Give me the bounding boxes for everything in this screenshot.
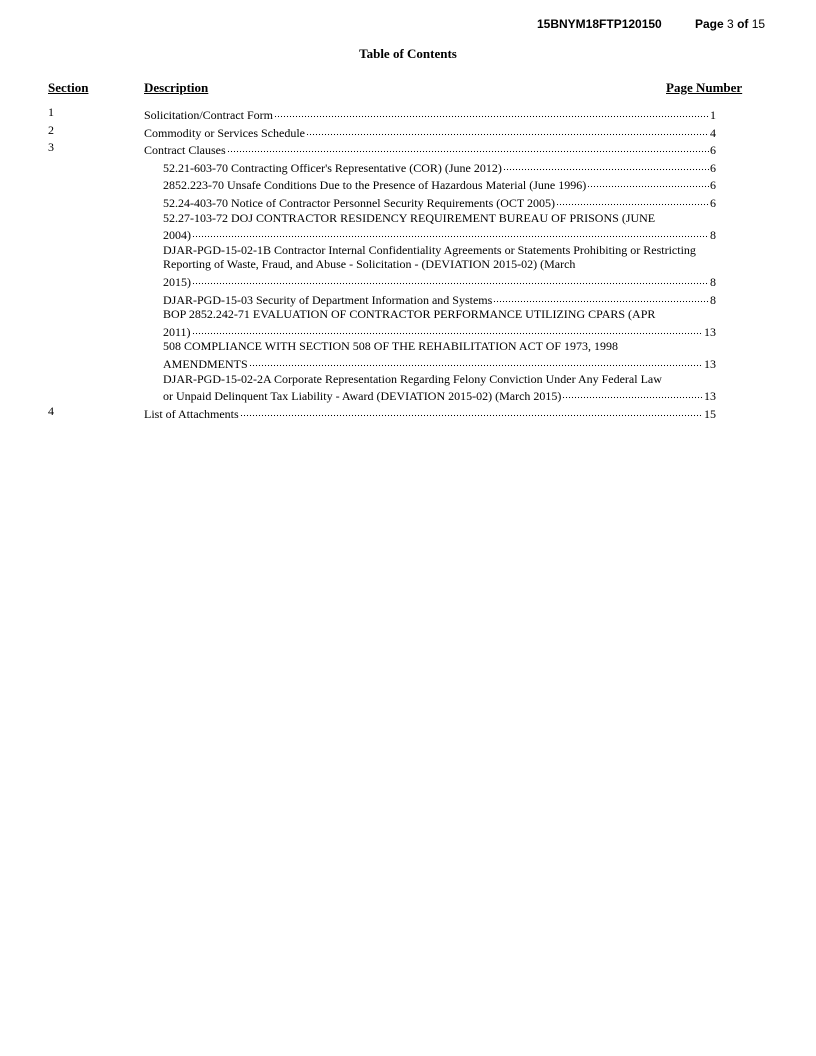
entry-page-number: 13 bbox=[704, 324, 716, 339]
entry-description bbox=[163, 372, 716, 404]
toc-entry[interactable] bbox=[0, 339, 816, 371]
entry-description bbox=[163, 193, 716, 211]
section-number: 4 bbox=[48, 403, 54, 418]
entry-description bbox=[163, 307, 716, 339]
dot-leader bbox=[556, 193, 709, 207]
dot-leader bbox=[192, 322, 703, 336]
section-number: 3 bbox=[48, 140, 54, 155]
dot-leader bbox=[306, 123, 709, 137]
entry-title: Solicitation/Contract Form bbox=[144, 108, 273, 122]
entry-title: 2011) bbox=[163, 324, 191, 339]
entry-line bbox=[163, 272, 716, 290]
current-page: 3 bbox=[727, 17, 734, 31]
section-number: 1 bbox=[48, 105, 54, 119]
entry-line bbox=[144, 140, 716, 158]
entry-description bbox=[163, 339, 716, 371]
entry-line bbox=[163, 354, 716, 372]
entry-description bbox=[163, 158, 716, 176]
entry-line bbox=[163, 175, 716, 193]
total-pages: 15 bbox=[751, 17, 766, 31]
entry-page-number: 8 bbox=[710, 292, 716, 307]
page-title: Table of Contents bbox=[359, 46, 457, 61]
entry-title: 52.24-403-70 Notice of Contractor Personnel Security Requirements (OCT 2005) bbox=[163, 195, 556, 210]
entry-text: 52.27-103-72 DOJ CONTRACTOR RESIDENCY REQUIREMENT BUREAU OF PRISONS (JUNE bbox=[163, 210, 656, 225]
entry-description bbox=[144, 123, 716, 141]
entry-title: Contract Clauses bbox=[144, 143, 226, 158]
entry-page-number: 15 bbox=[704, 406, 716, 421]
entry-title: or Unpaid Delinquent Tax Liability - Award (DEVIATION 2015-02) (March 2015) bbox=[163, 389, 562, 404]
entry-title: Commodity or Services Schedule bbox=[144, 125, 305, 140]
toc-entry[interactable] bbox=[0, 140, 816, 158]
dot-leader bbox=[562, 386, 703, 400]
entry-line bbox=[163, 193, 716, 211]
entry-description bbox=[163, 175, 716, 193]
entry-page-number: 6 bbox=[710, 143, 716, 158]
dot-leader bbox=[249, 354, 703, 368]
entry-page-number: 6 bbox=[710, 178, 716, 193]
toc-entry[interactable] bbox=[0, 243, 816, 290]
entry-description bbox=[163, 290, 716, 308]
entry-title: AMENDMENTS bbox=[163, 356, 248, 371]
dot-leader bbox=[274, 105, 709, 119]
document-number: 15BNYM18FTP120150 bbox=[537, 17, 662, 31]
toc-entry[interactable] bbox=[0, 158, 816, 176]
entry-text: DJAR-PGD-15-02-2A Corporate Representation Regarding Felony Conviction Under Any Federal Law bbox=[163, 371, 662, 386]
entry-text: DJAR-PGD-15-02-1B Contractor Internal Confidentiality Agreements or Statements Prohibiting or Restricting Reporting of Waste, Fraud, and Abuse - Solicitation - (DEVIATION 2015-02) (March bbox=[163, 242, 696, 272]
dot-leader bbox=[192, 225, 709, 239]
entry-line bbox=[163, 225, 716, 243]
entry-title: List of Attachments bbox=[144, 406, 239, 421]
toc-entry[interactable] bbox=[0, 290, 816, 308]
toc-entry[interactable] bbox=[0, 193, 816, 211]
entry-description bbox=[144, 105, 716, 123]
entry-description bbox=[163, 243, 716, 290]
toc-entry[interactable] bbox=[0, 105, 816, 123]
entry-description bbox=[144, 140, 716, 158]
entry-title: 2004) bbox=[163, 228, 191, 243]
column-header-section: Section bbox=[48, 80, 89, 95]
page-indicator: Page 3 of 15 bbox=[695, 17, 766, 31]
entry-title: 2015) bbox=[163, 274, 191, 289]
entry-text: 508 COMPLIANCE WITH SECTION 508 OF THE REHABILITATION ACT OF 1973, 1998 bbox=[163, 339, 619, 354]
entry-description bbox=[163, 211, 716, 243]
entry-description bbox=[144, 404, 716, 422]
dot-leader bbox=[240, 404, 703, 418]
toc-entry[interactable] bbox=[0, 211, 816, 243]
section-number: 2 bbox=[48, 122, 54, 137]
entry-page-number: 6 bbox=[710, 160, 716, 175]
dot-leader bbox=[587, 175, 709, 189]
entry-line bbox=[163, 322, 716, 340]
entry-page-number: 6 bbox=[710, 195, 716, 210]
entry-title: 2852.223-70 Unsafe Conditions Due to the Presence of Hazardous Material (June 1996) bbox=[163, 178, 587, 193]
entry-text: BOP 2852.242-71 EVALUATION OF CONTRACTOR PERFORMANCE UTILIZING CPARS (APR bbox=[163, 307, 656, 322]
entry-page-number: 8 bbox=[710, 228, 716, 243]
column-header-page-number: Page Number bbox=[666, 80, 743, 95]
table-of-contents bbox=[0, 105, 816, 421]
entry-page-number: 13 bbox=[704, 356, 716, 371]
entry-line bbox=[163, 158, 716, 176]
toc-entry[interactable] bbox=[0, 404, 816, 422]
entry-line bbox=[144, 123, 716, 141]
dot-leader bbox=[503, 158, 709, 172]
entry-title: DJAR-PGD-15-03 Security of Department Information and Systems bbox=[163, 292, 493, 307]
toc-entry[interactable] bbox=[0, 307, 816, 339]
dot-leader bbox=[493, 290, 709, 304]
entry-line bbox=[163, 290, 716, 308]
dot-leader bbox=[192, 272, 709, 286]
dot-leader bbox=[227, 140, 709, 154]
entry-line bbox=[144, 105, 716, 123]
entry-line bbox=[163, 386, 716, 404]
entry-page-number: 1 bbox=[710, 108, 716, 122]
toc-entry[interactable] bbox=[0, 175, 816, 193]
entry-line bbox=[144, 404, 716, 422]
toc-entry[interactable] bbox=[0, 123, 816, 141]
entry-title: 52.21-603-70 Contracting Officer's Representative (COR) (June 2012) bbox=[163, 160, 502, 175]
entry-page-number: 13 bbox=[704, 389, 716, 404]
entry-page-number: 8 bbox=[710, 274, 716, 289]
column-header-description: Description bbox=[144, 80, 209, 95]
toc-entry[interactable] bbox=[0, 372, 816, 404]
entry-page-number: 4 bbox=[710, 125, 716, 140]
